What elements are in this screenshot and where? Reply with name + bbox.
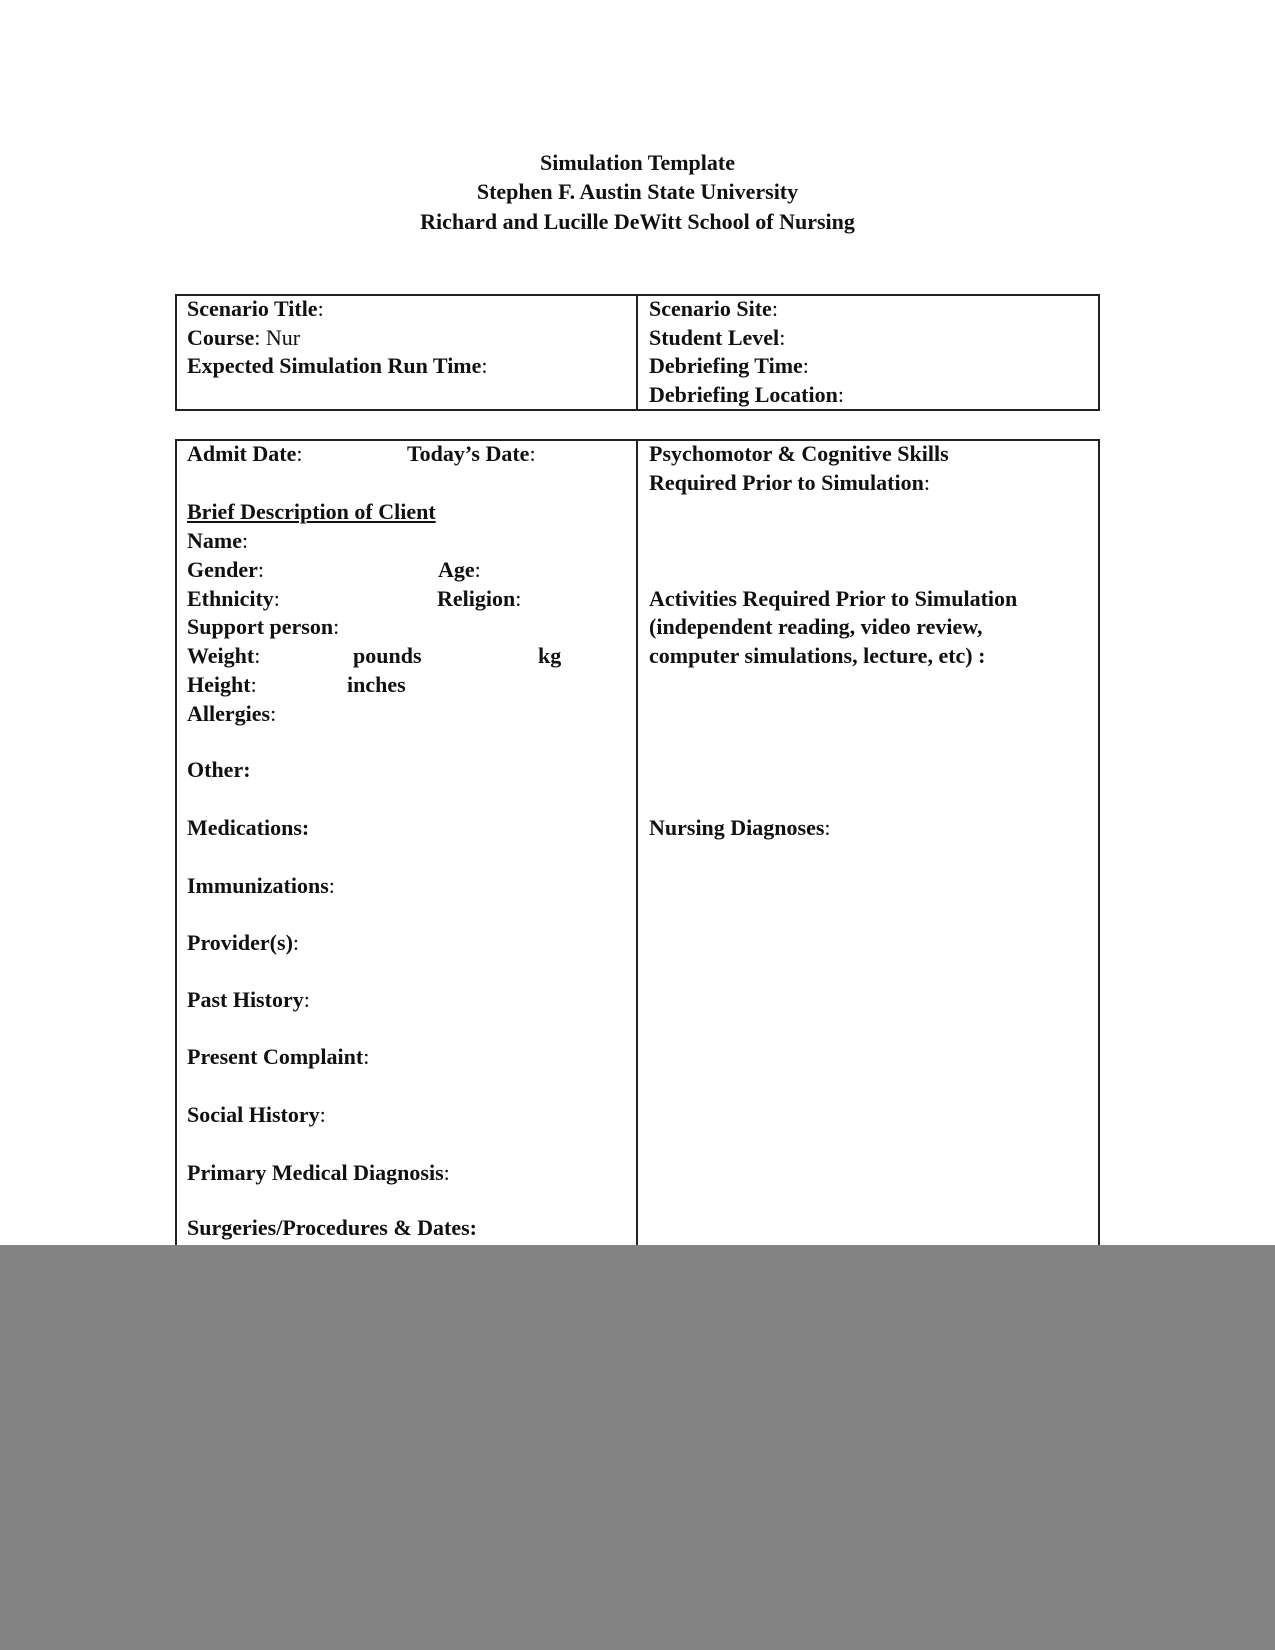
university-name: Stephen F. Austin State University bbox=[476, 179, 799, 204]
course-label: Course: Nur bbox=[187, 325, 301, 350]
other-label: Other: bbox=[187, 757, 251, 782]
support-person-label: Support person: bbox=[187, 614, 340, 639]
social-history-label: Social History: bbox=[187, 1102, 326, 1127]
age-label: Age: bbox=[438, 557, 481, 582]
divider bbox=[636, 294, 638, 411]
primary-diagnosis-label: Primary Medical Diagnosis: bbox=[187, 1160, 450, 1185]
weight-label: Weight: bbox=[187, 643, 261, 668]
gender-label: Gender: bbox=[187, 557, 265, 582]
past-history-label: Past History: bbox=[187, 987, 310, 1012]
activities-heading-line1: Activities Required Prior to Simulation bbox=[649, 586, 1018, 611]
kg-unit: kg bbox=[538, 643, 562, 668]
viewer-background bbox=[0, 1245, 1275, 1650]
immunizations-label: Immunizations: bbox=[187, 873, 335, 898]
debriefing-location-label: Debriefing Location: bbox=[649, 382, 844, 407]
providers-label: Provider(s): bbox=[187, 930, 300, 955]
religion-label: Religion: bbox=[437, 586, 522, 611]
activities-heading-line3: computer simulations, lecture, etc) : bbox=[649, 643, 986, 668]
skills-heading-line1: Psychomotor & Cognitive Skills bbox=[649, 441, 949, 466]
run-time-label: Expected Simulation Run Time: bbox=[187, 353, 488, 378]
name-label: Name: bbox=[187, 528, 249, 553]
activities-heading-line2: (independent reading, video review, bbox=[649, 614, 983, 639]
present-complaint-label: Present Complaint: bbox=[187, 1044, 370, 1069]
brief-description-heading: Brief Description of Client bbox=[187, 499, 436, 524]
scenario-title-label: Scenario Title: bbox=[187, 296, 324, 321]
debriefing-time-label: Debriefing Time: bbox=[649, 353, 809, 378]
scenario-site-label: Scenario Site: bbox=[649, 296, 778, 321]
nursing-diagnoses-label: Nursing Diagnoses: bbox=[649, 815, 831, 840]
medications-label: Medications: bbox=[187, 815, 310, 840]
inches-unit: inches bbox=[347, 672, 406, 697]
admit-date-label: Admit Date: bbox=[187, 441, 303, 466]
skills-heading-line2: Required Prior to Simulation: bbox=[649, 470, 930, 495]
allergies-label: Allergies: bbox=[187, 701, 277, 726]
divider bbox=[636, 439, 638, 1339]
ethnicity-label: Ethnicity: bbox=[187, 586, 280, 611]
todays-date-label: Today’s Date: bbox=[407, 441, 536, 466]
student-level-label: Student Level: bbox=[649, 325, 786, 350]
pounds-unit: pounds bbox=[353, 643, 422, 668]
school-name: Richard and Lucille DeWitt School of Nursing bbox=[420, 209, 855, 234]
doc-title: Simulation Template bbox=[540, 150, 735, 175]
height-label: Height: bbox=[187, 672, 257, 697]
surgeries-label: Surgeries/Procedures & Dates: bbox=[187, 1215, 478, 1240]
